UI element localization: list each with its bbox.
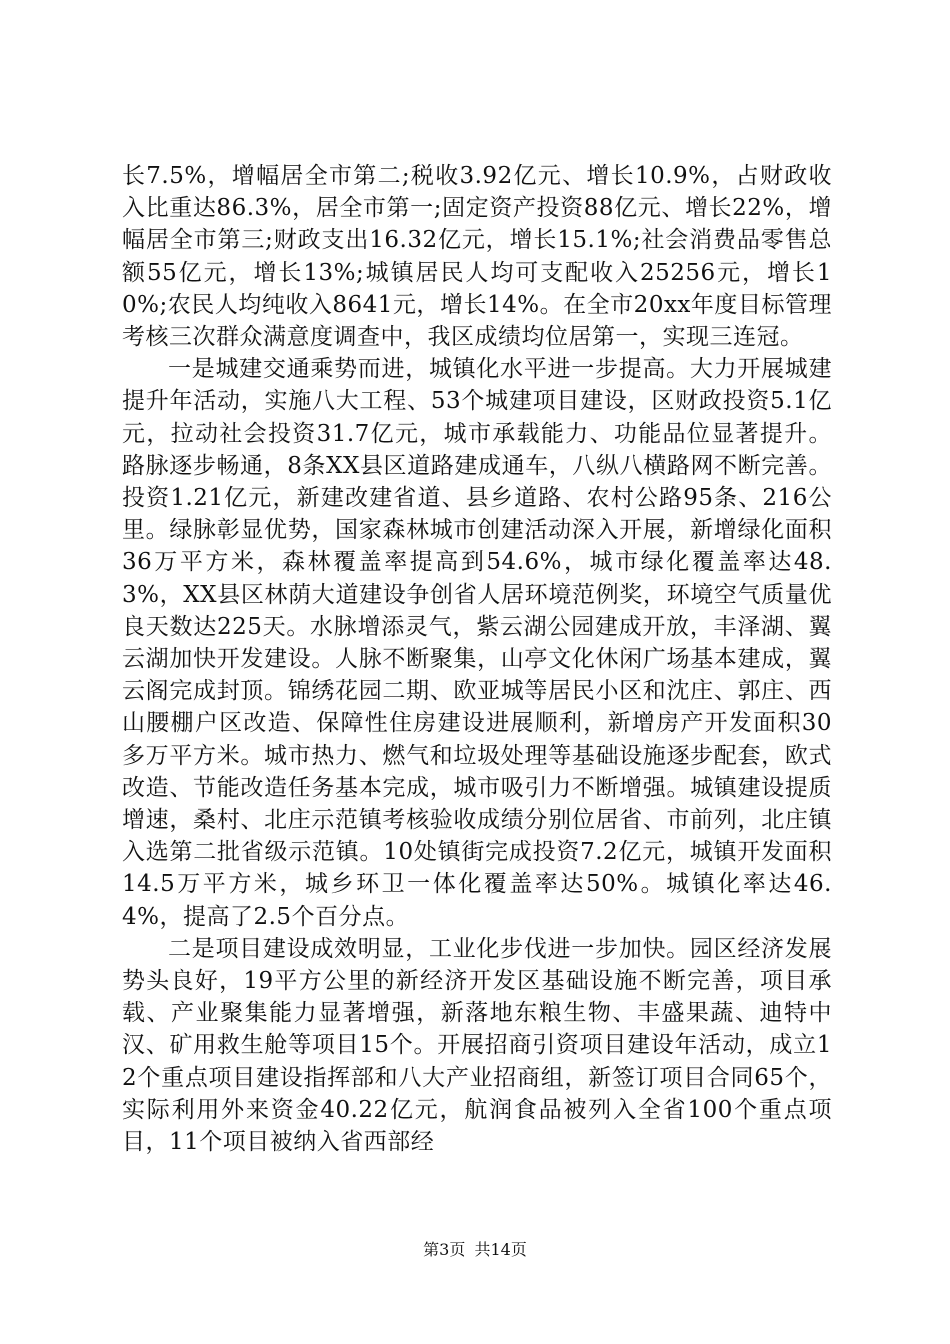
page-total: 共14页 xyxy=(474,1240,527,1259)
paragraph-continuation: 长7.5%，增幅居全市第二;税收3.92亿元、增长10.9%，占财政收入比重达86.3%，居全市第一;固定资产投资88亿元、增长22%，增幅居全市第三;财政支出16.32亿元，增长15.1%;社会消费品零售总额55亿元，增长13%;城镇居民人均可支配收入25256元，增长10%;农民人均纯收入8641元，增长14%。在全市20xx年度目标管理考核三次群众满意度调查中，我区成绩均位居第一，实现三连冠。 xyxy=(122,163,832,351)
document-body xyxy=(122,160,832,1158)
paragraph-project-construction: 二是项目建设成效明显，工业化步伐进一步加快。园区经济发展势头良好，19平方公里的新经济开发区基础设施不断完善，项目承载、产业聚集能力显著增强，新落地东粮生物、丰盛果蔬、迪特中汉、矿用救生舱等项目15个。开展招商引资项目建设年活动，成立12个重点项目建设指挥部和八大产业招商组，新签订项目合同65个，实际利用外来资金40.22亿元，航润食品被列入全省100个重点项目，11个项目被纳入省西部经 xyxy=(122,935,832,1156)
page-number: 第3页 xyxy=(423,1240,466,1259)
page-footer xyxy=(0,1240,950,1260)
paragraph-urban-construction: 一是城建交通乘势而进，城镇化水平进一步提高。大力开展城建提升年活动，实施八大工程、53个城建项目建设，区财政投资5.1亿元，拉动社会投资31.7亿元，城市承载能力、功能品位显著提升。路脉逐步畅通，8条XX县区道路建成通车，八纵八横路网不断完善。投资1.21亿元，新建改建省道、县乡道路、农村公路95条、216公里。绿脉彰显优势，国家森林城市创建活动深入开展，新增绿化面积36万平方米，森林覆盖率提高到54.6%，城市绿化覆盖率达48.3%，XX县区林荫大道建设争创省人居环境范例奖，环境空气质量优良天数达225天。水脉增添灵气，紫云湖公园建成开放，丰泽湖、翼云湖加快开发建设。人脉不断聚集，山亭文化休闲广场基本建成，翼云阁完成封顶。锦绣花园二期、欧亚城等居民小区和沈庄、郭庄、西山腰棚户区改造、保障性住房建设进展顺利，新增房产开发面积30多万平方米。城市热力、燃气和垃圾处理等基础设施逐步配套，欧式改造、节能改造任务基本完成，城市吸引力不断增强。城镇建设提质增速，桑村、北庄示范镇考核验收成绩分别位居省、市前列，北庄镇入选第二批省级示范镇。10处镇街完成投资7.2亿元，城镇开发面积14.5万平方米，城乡环卫一体化覆盖率达50%。城镇化率达46.4%，提高了2.5个百分点。 xyxy=(122,356,832,930)
